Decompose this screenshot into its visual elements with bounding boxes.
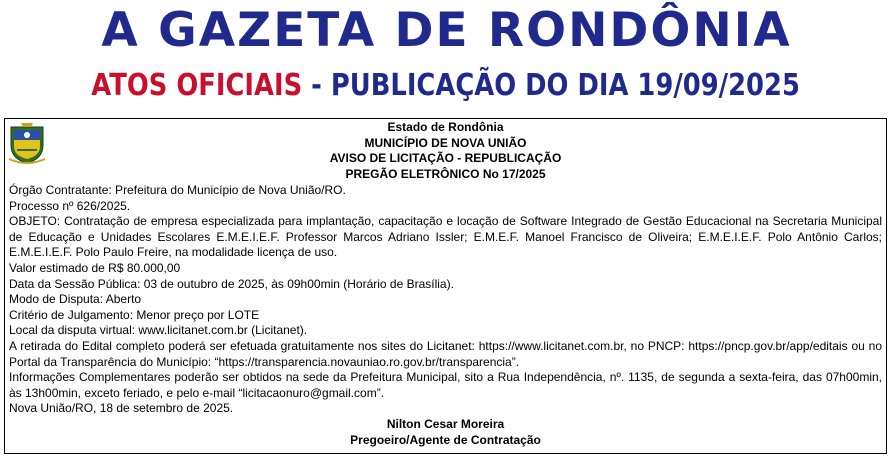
notice-state: Estado de Rondônia [387,120,504,134]
notice-type: AVISO DE LICITAÇÃO - REPUBLICAÇÃO [329,151,562,165]
contracting-body: Órgão Contratante: Prefeitura do Município de Nova União/RO. [9,183,346,197]
signatory-role: Pregoeiro/Agente de Contratação [350,432,541,447]
place-and-date: Nova União/RO, 18 de setembro de 2025. [9,401,234,416]
official-notice [4,118,887,454]
newspaper-title: A GAZETA DE RONDÔNIA [101,3,792,58]
section-label: ATOS OFICIAIS [91,68,303,103]
signatory-name: Nilton Cesar Moreira [386,416,505,431]
dispute-mode: Modo de Disputa: Aberto [9,292,142,307]
publication-date: PUBLICAÇÃO DO DIA 19/09/2025 [330,68,800,103]
session-date: Data da Sessão Pública: 03 de outubro de 2025, às 09h00min (Horário de Brasília). [9,276,454,291]
estimated-value: Valor estimado de R$ 80.000,00 [9,260,181,275]
publication-line [62,64,830,108]
notice-municipality: MUNICÍPIO DE NOVA UNIÃO [364,135,527,150]
dispute-location: Local da disputa virtual: www.licitanet.com.br (Licitanet). [9,323,308,338]
municipal-crest-icon [7,121,47,165]
notice-number: PREGÃO ELETRÔNICO No 17/2025 [345,166,546,181]
judgment-criterion: Critério de Julgamento: Menor preço por LOTE [9,307,260,322]
additional-information: Informações Complementares poderão ser obtidos na sede da Prefeitura Municipal, sito a Rua Independência, nº. 1135, de segunda a sexta-feira, das 07h00min, às 13h00min, exceto feriado, e pelo e-mail “licitacaonuro@gmail.com”. [9,370,882,400]
notice-body [9,183,882,417]
section-separator: - [311,68,322,103]
object-description: OBJETO: Contratação de empresa especializada para implantação, capacitação e locação de Software Integrado de Gestão Educacional na Secretaria Municipal de Educação e Unidades Escolares E.M.E.I.E.F. Professor Marcos Adriano Issler; E.M.E.F. Manoel Francisco de Oliveira; E.M.E.I.E.F. Polo Antônio Carlos; E.M.E.I.E.F. Polo Paulo Freire, na modalidade licença de uso. [9,214,882,260]
process-number: Processo nº 626/2025. [9,198,131,213]
edital-retrieval: A retirada do Edital completo poderá ser efetuada gratuitamente nos sites do Licitanet: https://www.licitanet.com.br, no PNCP: https://pncp.gov.br/app/editais ou no Portal da Transparência do Município: “https://transparencia.novauniao.ro.gov.br/transparencia”. [9,338,882,369]
